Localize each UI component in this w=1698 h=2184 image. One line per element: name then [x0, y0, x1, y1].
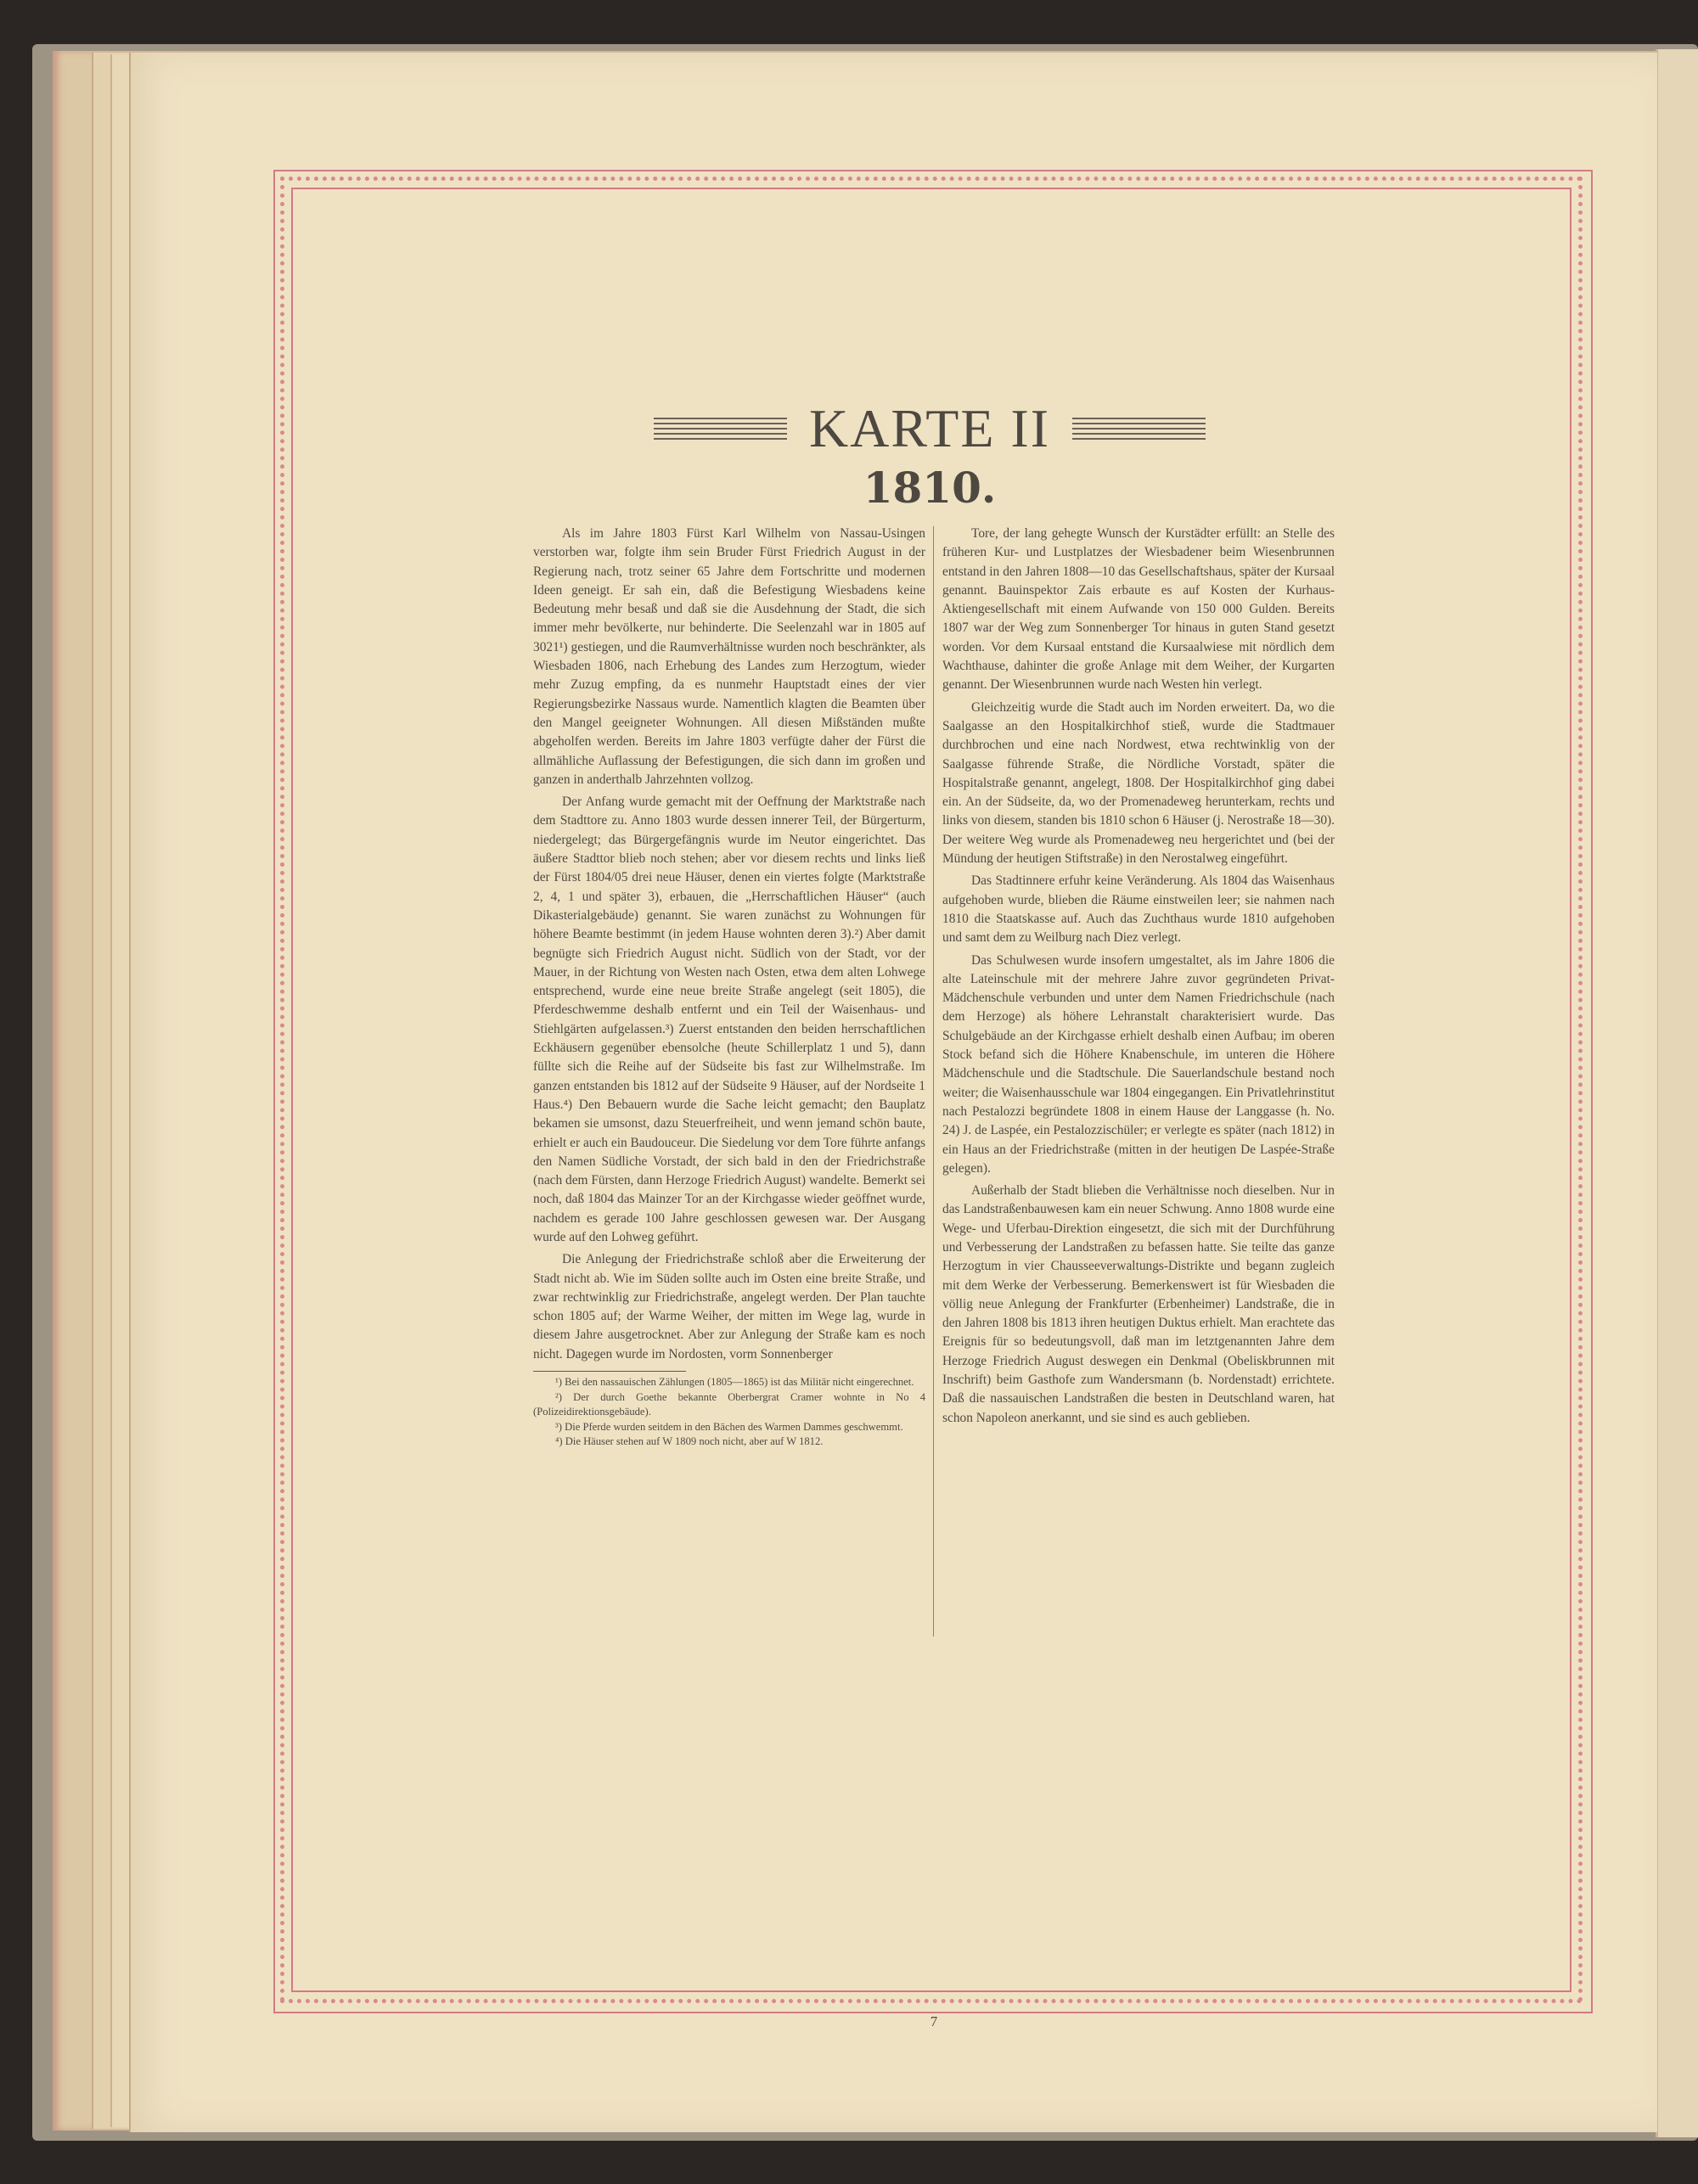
- paragraph: Die Anlegung der Friedrichstraße schloß aber die Erweiterung der Stadt nicht ab. Wie im Süden sollte auch im Osten eine breite Straße, und zwar rechtwinklig zur Friedrichstraße, angelegt werden. Der Plan tauchte schon 1805 auf; der Warme Weiher, der mitten im Wege lag, wurde in diesem Jahre ausgetrocknet. Aber zur Anlegung der Straße kam es noch nicht. Dagegen wurde im Nordosten, vorm Sonnenberger: [533, 1252, 925, 1361]
- paragraph: Als im Jahre 1803 Fürst Karl Wilhelm von Nassau-Usingen verstorben war, folgte ihm sein Bruder Fürst Friedrich August in der Regierung nach, trotz seiner 65 Jahre dem Fortschritte und modernen Ideen geneigt. Er sah ein, daß die Befestigung Wiesbadens keine Bedeutung mehr besaß und daß sie die Ausdehnung der Stadt, die sich immer mehr bevölkerte, nur behinderte. Die Seelenzahl war in 1805 auf 3021¹) gestiegen, und die Raumverhältnisse wurden noch beschränkter, als Wiesbaden 1806, nach Erhebung des Landes zum Herzogtum, wieder mehr Zuzug empfing, da es nunmehr Hauptstadt eines der vier Regierungsbezirke Nassaus wurde. Namentlich klagten die Beamten über den Mangel geeigneter Wohnungen. All diesen Mißständen mußte abgeholfen werden. Bereits im Jahre 1803 verfügte daher der Fürst die allmähliche Auflassung der Befestigungen, die sich dann im großen und ganzen in anderthalb Jahrzehnten vollzog.: [533, 526, 925, 787]
- right-text-column: [942, 525, 1335, 1431]
- title-row: [654, 399, 1206, 458]
- page-number: 7: [930, 2013, 938, 2030]
- left-text-column: [533, 525, 925, 1450]
- footnotes: [533, 1375, 925, 1450]
- paragraph: Tore, der lang gehegte Wunsch der Kurstädter erfüllt: an Stelle des früheren Kur- und Lustplatzes der Wiesbadener beim Wiesenbrunnen entstand in den Jahren 1808—10 das Gesellschaftshaus, später der Kursaal genannt. Bauinspektor Zais erbaute es auf Kosten der Kurhaus-Aktiengesellschaft mit einem Aufwande von 150 000 Gulden. Bereits 1807 war der Weg zum Sonnenberger Tor hinaus in guten Stand gesetzt worden. Vor dem Kursaal entstand die Kursaalwiese mit nördlich dem Wachthause, dahinter die große Anlage mit dem Weiher, der Kurgarten genannt. Der Wiesenbrunnen wurde nach Westen hin verlegt.: [942, 526, 1335, 693]
- footnote: ²) Der durch Goethe bekannte Oberbergrat Cramer wohnte in No 4 (Polizeidirektionsgebäude).: [533, 1390, 925, 1418]
- footnote: ³) Die Pferde wurden seitdem in den Bächen des Warmen Dammes geschwemmt.: [555, 1420, 903, 1433]
- footnote: ¹) Bei den nassauischen Zählungen (1805—1865) ist das Militär nicht eingerechnet.: [555, 1376, 914, 1389]
- footnote-rule: [533, 1371, 686, 1372]
- paragraph: Außerhalb der Stadt blieben die Verhältnisse noch dieselben. Nur in das Landstraßenbauwesen kam ein neuer Schwung. Anno 1808 wurde eine Wege- und Uferbau-Direktion eingesetzt, die sich mit der Durchführung und Verbesserung der Landstraßen zu befassen hatte. Sie teilte das ganze Herzogtum in vier Chausseeverwaltungs-Distrikte und begann zugleich mit dem Werke der Verbesserung. Bemerkenswert ist für Wiesbaden die völlig neue Anlegung der Frankfurter (Erbenheimer) Landstraße, die in den Jahren 1808 bis 1813 ihren heutigen Duktus erhielt. Man erachtete das Ereignis für so bedeutungsvoll, daß man im letztgenannten Jahre dem Herzoge Friedrich August deswegen ein Denkmal (Obeliskbrunnen mit Inschrift) beim Gasthofe zum Wandersmann (b. Nordenstadt) errichtete. Daß die nassauischen Landstraßen die besten in Deutschland waren, hat schon Napoleon anerkannt, und sie sind es auch geblieben.: [942, 1183, 1335, 1425]
- paragraph: Gleichzeitig wurde die Stadt auch im Norden erweitert. Da, wo die Saalgasse an den Hospitalkirchhof stieß, wurde die Stadtmauer durchbrochen und eine nach Nordwest, etwa rechtwinklig von der Saalgasse führende Straße, die Nördliche Vorstadt, später die Hospitalstraße genannt, angelegt, 1808. Der Hospitalkirchhof ging dabei ein. An der Südseite, da, wo der Promenadeweg herunterkam, rechts und links von diesem, standen bis 1810 schon 6 Häuser (j. Nerostraße 18—30). Der weitere Weg wurde als Promenadeweg neu hergerichtet und (bei der Mündung der heutigen Stiftstraße) in den Nerostalweg eingeführt.: [942, 699, 1335, 867]
- footnote: ⁴) Die Häuser stehen auf W 1809 noch nicht, aber auf W 1812.: [555, 1435, 824, 1448]
- column-divider: [933, 526, 934, 1637]
- page-title: KARTE II: [808, 398, 1051, 458]
- paragraph: Das Stadtinnere erfuhr keine Veränderung. Als 1804 das Waisenhaus aufgehoben wurde, blieben die Räume einstweilen leer; sie nahmen nach 1810 die Staatskasse auf. Auch das Zuchthaus wurde 1810 aufgehoben und samt dem zu Weilburg nach Diez verlegt.: [942, 873, 1335, 946]
- paragraph: Das Schulwesen wurde insofern umgestaltet, als im Jahre 1806 die alte Lateinschule mit der mehrere Jahre zuvor gegründeten Privat-Mädchenschule verbunden und unter dem Namen Friedrichschule (nach dem Herzoge) als höhere Lehranstalt charakterisiert wurde. Das Schulgebäude an der Kirchgasse erhielt deshalb einen Aufbau; im oberen Stock befand sich die Höhere Knabenschule, im unteren die Höhere Mädchenschule und die Stadtschule. Die Sauerlandschule bestand noch weiter; die Waisenhausschule war 1804 eingegangen. Ein Privatlehrinstitut nach Pestalozzi begründete 1808 in einem Hause der Langgasse (h. No. 24) J. de Laspée, ein Pestalozzischüler; er verlegte es später (nach 1812) in ein Haus an der Friedrichstraße (mitten in der heutigen De Laspée-Straße gelegen).: [942, 952, 1335, 1176]
- adjacent-page-edge: [1656, 49, 1698, 2137]
- title-rule-left: [654, 418, 787, 440]
- year-heading: 1810.: [863, 463, 997, 513]
- title-rule-right: [1072, 418, 1206, 440]
- paragraph: Der Anfang wurde gemacht mit der Oeffnung der Marktstraße nach dem Stadttore zu. Anno 1803 wurde dessen innerer Teil, der Bürgerturm, niedergelegt; das Bürgergefängnis wurde im Neutor eingerichtet. Das äußere Stadttor blieb noch stehen; aber vor diesem rechts und links ließ der Fürst 1804/05 drei neue Häuser, denen ein viertes folgte (Marktstraße 2, 4, 1 und später 3), erbauen, die „Herrschaftlichen Häuser“ (auch Dikasterialgebäude) genannt. Sie waren zunächst zu Wohnungen für höhere Beamte bestimmt (in jedem Hause wohnten deren 3).²) Aber damit begnügte sich Friedrich August nicht. Südlich von der Stadt, vor der Mauer, in der Richtung von Westen nach Osten, etwa dem alten Lohwege entsprechend, wurde eine neue breite Straße angelegt (seit 1805), die Pferdeschwemme deshalb entfernt und ein Teil der Waisenhaus- und Stiehlgärten aufgelassen.³) Zuerst entstanden den beiden herrschaftlichen Eckhäusern gegenüber ebensolche (heute Schillerplatz 1 und 5), dann füllte sich die Reihe auf der Südseite bis fast zur Wilhelmstraße. Im ganzen entstanden bis 1812 auf der Südseite 9 Häuser, auf der Nordseite 1 Haus.⁴) Den Bebauern wurde die Sache leicht gemacht; den Bauplatz bekamen sie umsonst, dazu Steuerfreiheit, und wenn jemand schön baute, erhielt er auch ein Baudouceur. Die Siedelung vor dem Tore führte anfangs den Namen Südliche Vorstadt, der sich bald in den der Friedrichstraße (nach dem Fürsten, dann Herzoge Friedrich August) wandelte. Bemerkt sei noch, daß 1804 das Mainzer Tor an der Kirchgasse wieder geöffnet wurde, nachdem es gerade 100 Jahre geschlossen gewesen war. Der Ausgang wurde auf den Lohweg geführt.: [533, 794, 926, 1244]
